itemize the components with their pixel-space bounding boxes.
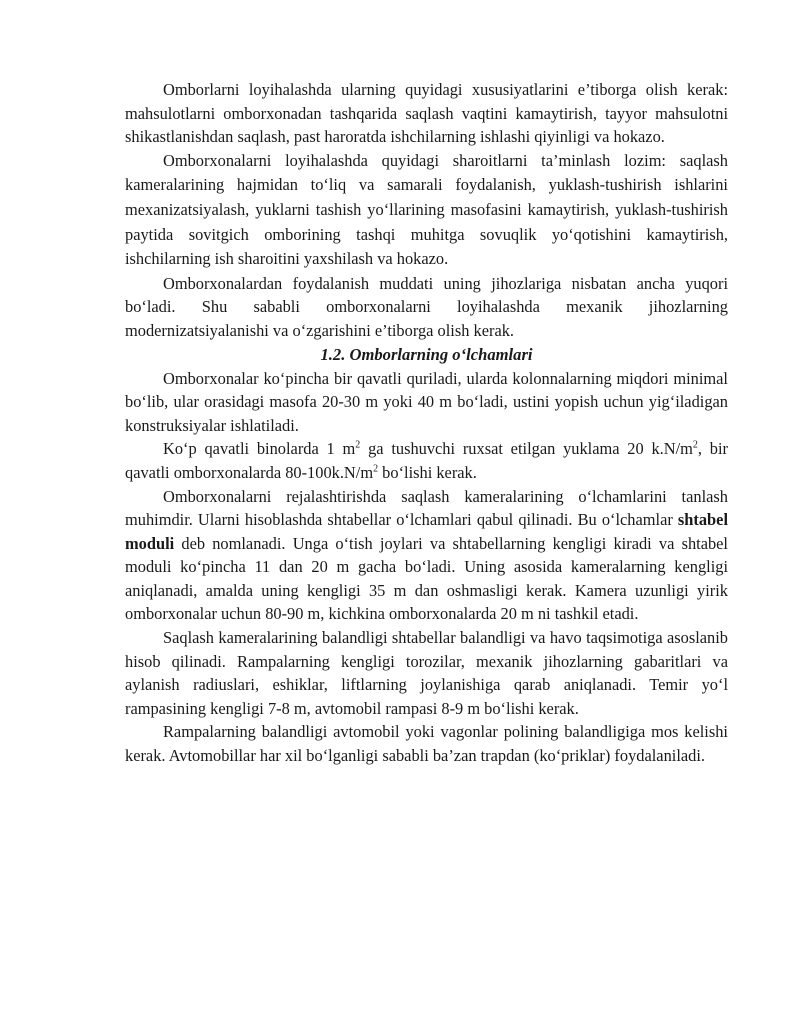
paragraph-5-text-d: bo‘lishi kerak. (378, 462, 477, 482)
paragraph-5 (125, 437, 728, 484)
superscript-2-c: 2 (373, 463, 379, 475)
superscript-2-b: 2 (692, 439, 698, 451)
paragraph-6-text-a: Omborxonalarni rejalashtirishda saqlash kameralarining o‘lchamlarini tanlash muhimdir. Ularni hisoblashda shtabellar o‘lchamlari qabul qilinadi. Bu o‘lchamlar (125, 486, 728, 530)
paragraph-7: Saqlash kameralarining balandligi shtabellar balandligi va havo taqsimotiga asoslanib hisob qilinadi. Rampalarning kengligi torozilar, mexanik jihozlarning gabaritlari va aylanish radiuslari, eshiklar, liftlarning joylanishiga qarab aniqlanadi. Temir yo‘l rampasining kengligi 7-8 m, avtomobil rampasi 8-9 m bo‘lishi kerak. (125, 628, 728, 718)
paragraph-8: Rampalarning balandligi avtomobil yoki vagonlar polining balandligiga mos kelishi kerak. Avtomobillar har xil bo‘lganligi sababli ba’zan trapdan (ko‘priklar) foydalaniladi. (125, 722, 728, 766)
bold-term-shtabel-moduli: shtabel moduli (125, 510, 728, 553)
paragraph-3: Omborxonalardan foydalanish muddati uning jihozlariga nisbatan ancha yuqori bo‘ladi. Shu sababli omborxonalarni loyihalashda mexanik jihozlarning modernizatsiyalanishi va o‘zgarishini e’tiborga olish kerak. (125, 273, 728, 340)
paragraph-2: Omborxonalarni loyihalashda quyidagi sharoitlarni ta’minlash lozim: saqlash kameralarining hajmidan to‘liq va samarali foydalanish, yuklash-tushirish ishlarini mexanizatsiyalash, yuklarni tashish yo‘llarining masofasini kamaytirish, yuklash-tushirish paytida sovitgich omborining tashqi muhitga sovuqlik yo‘qotishini kamaytirish, ishchilarning ish sharoitini yaxshilash va hokazo. (125, 150, 728, 269)
paragraph-5-text-b: ga tushuvchi ruxsat etilgan yuklama 20 k.N/m (360, 439, 693, 459)
superscript-2-a: 2 (355, 439, 361, 451)
paragraph-5-text-c: , bir qavatli omborxonalarda 80-100k.N/m (125, 439, 728, 482)
paragraph-5-text-a: Ko‘p qavatli binolarda 1 m (163, 439, 356, 459)
text-body (125, 78, 728, 768)
paragraph-1: Omborlarni loyihalashda ularning quyidagi xususiyatlarini e’tiborga olish kerak: mahsulotlarni omborxonadan tashqarida saqlash vaqtini kamaytirish, tayyor mahsulotni shikastlanishdan saqlash, past haroratda ishchilarning ishlashi qiyinligi va hokazo. (125, 80, 728, 147)
paragraph-6-text-b: deb nomlanadi. Unga o‘tish joylari va shtabellarning kengligi kiradi va shtabel moduli ko‘pincha 11 dan 20 m gacha bo‘ladi. Uning asosida kameralarning kengligi aniqlanadi, amalda uning kengligi 35 m dan oshmasligi kerak. Kamera uzunligi yirik omborxonalar uchun 80-90 m, kichkina omborxonalarda 20 m ni tashkil etadi. (125, 533, 728, 624)
paragraph-6 (125, 485, 728, 627)
section-heading: 1.2. Omborlarning o‘lchamlari (320, 344, 533, 364)
paragraph-4: Omborxonalar ko‘pincha bir qavatli quriladi, ularda kolonnalarning miqdori minimal bo‘lib, ular orasidagi masofa 20-30 m yoki 40 m bo‘ladi, ustini yopish uchun yig‘iladigan konstruksiyalar ishlatiladi. (125, 368, 728, 435)
